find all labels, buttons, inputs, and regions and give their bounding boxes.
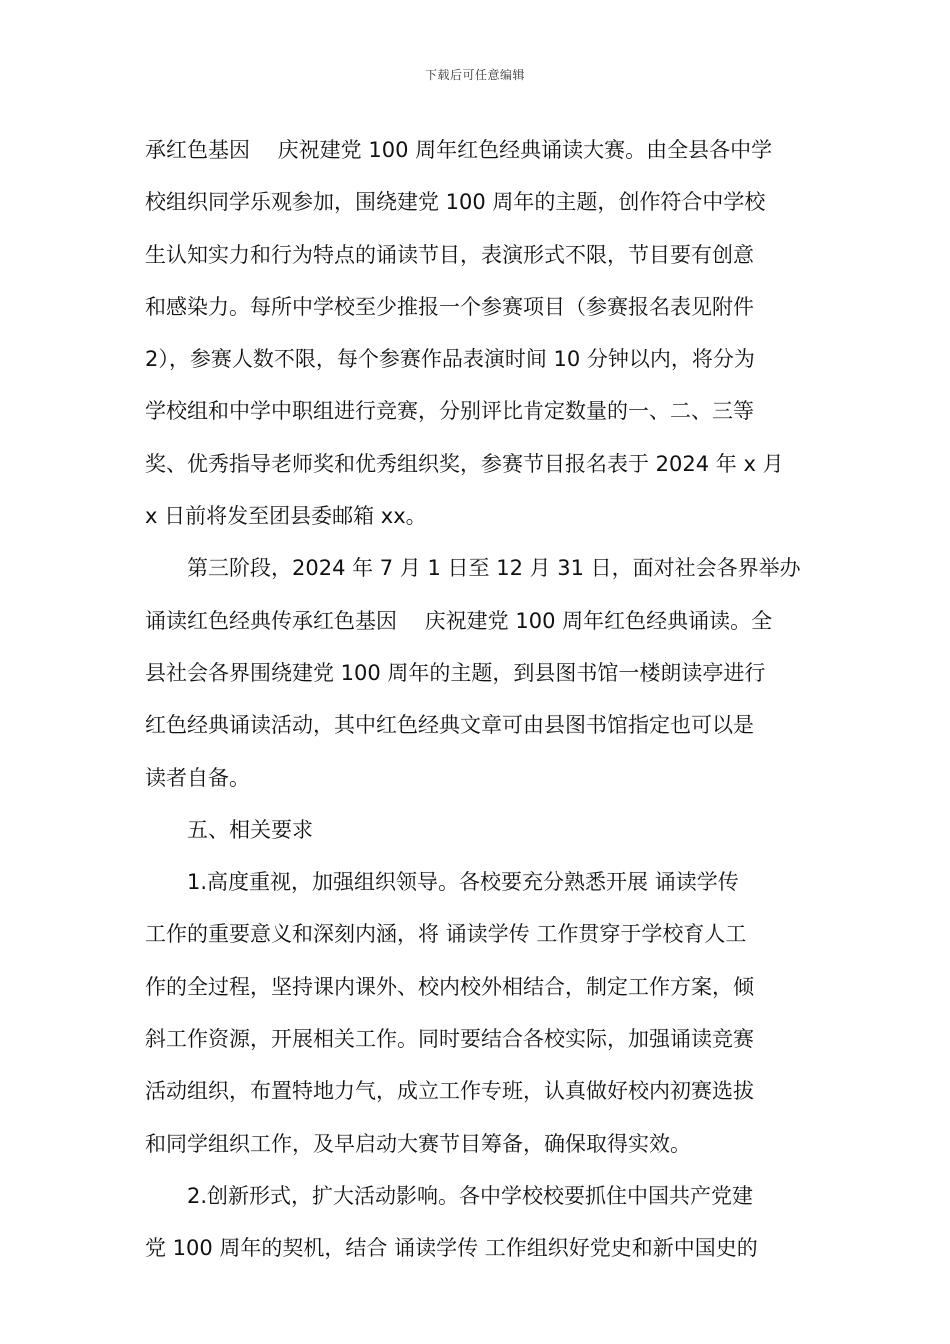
text-line: 校组织同学乐观参加，围绕建党 100 周年的主题，创作符合中学校	[145, 190, 766, 215]
text-line: 承红色基因 庆祝建党 100 周年红色经典诵读大赛。由全县各中学	[145, 138, 773, 162]
text-line: 奖、优秀指导老师奖和优秀组织奖，参赛节目报名表于 2024 年 x 月	[145, 451, 784, 476]
text-line: x 日前将发至团县委邮箱 xx。	[145, 504, 427, 529]
text-line: 活动组织，布置特地力气，成立工作专班，认真做好校内初赛选拔	[145, 1079, 754, 1104]
text-line: 和感染力。每所中学校至少推报一个参赛项目（参赛报名表见附件	[145, 294, 754, 319]
text-line: 第三阶段，2024 年 7 月 1 日至 12 月 31 日，面对社会各界举办	[187, 556, 801, 581]
text-line: 诵读红色经典传承红色基因 庆祝建党 100 周年红色经典诵读。全	[145, 608, 773, 633]
text-line: 生认知实力和行为特点的诵读节目，表演形式不限，节目要有创意	[145, 242, 754, 267]
text-line: 工作的重要意义和深刻内涵，将 诵读学传 工作贯穿于学校育人工	[145, 922, 747, 947]
text-line: 读者自备。	[145, 765, 250, 790]
text-line: 五、相关要求	[187, 817, 313, 842]
document-body	[145, 124, 810, 1275]
text-line: 党 100 周年的契机，结合 诵读学传 工作组织好党史和新中国史的	[145, 1236, 758, 1261]
text-line: 作的全过程，坚持课内课外、校内校外相结合，制定工作方案，倾	[145, 974, 754, 999]
text-line: 县社会各界围绕建党 100 周年的主题，到县图书馆一楼朗读亭进行	[145, 660, 766, 685]
text-line: 2.创新形式，扩大活动影响。各中学校校要抓住中国共产党建	[187, 1183, 754, 1208]
text-line: 1.高度重视，加强组织领导。各校要充分熟悉开展 诵读学传	[187, 870, 739, 895]
text-line: 2），参赛人数不限，每个参赛作品表演时间 10 分钟以内，将分为	[145, 347, 755, 372]
text-line: 斜工作资源，开展相关工作。同时要结合各校实际，加强诵读竞赛	[145, 1027, 754, 1052]
text-line: 学校组和中学中职组进行竞赛，分别评比肯定数量的一、二、三等	[145, 399, 754, 424]
page-header-note: 下载后可任意编辑	[424, 68, 525, 82]
text-line: 和同学组织工作，及早启动大赛节目筹备，确保取得实效。	[145, 1131, 691, 1156]
text-line: 红色经典诵读活动，其中红色经典文章可由县图书馆指定也可以是	[145, 713, 754, 738]
